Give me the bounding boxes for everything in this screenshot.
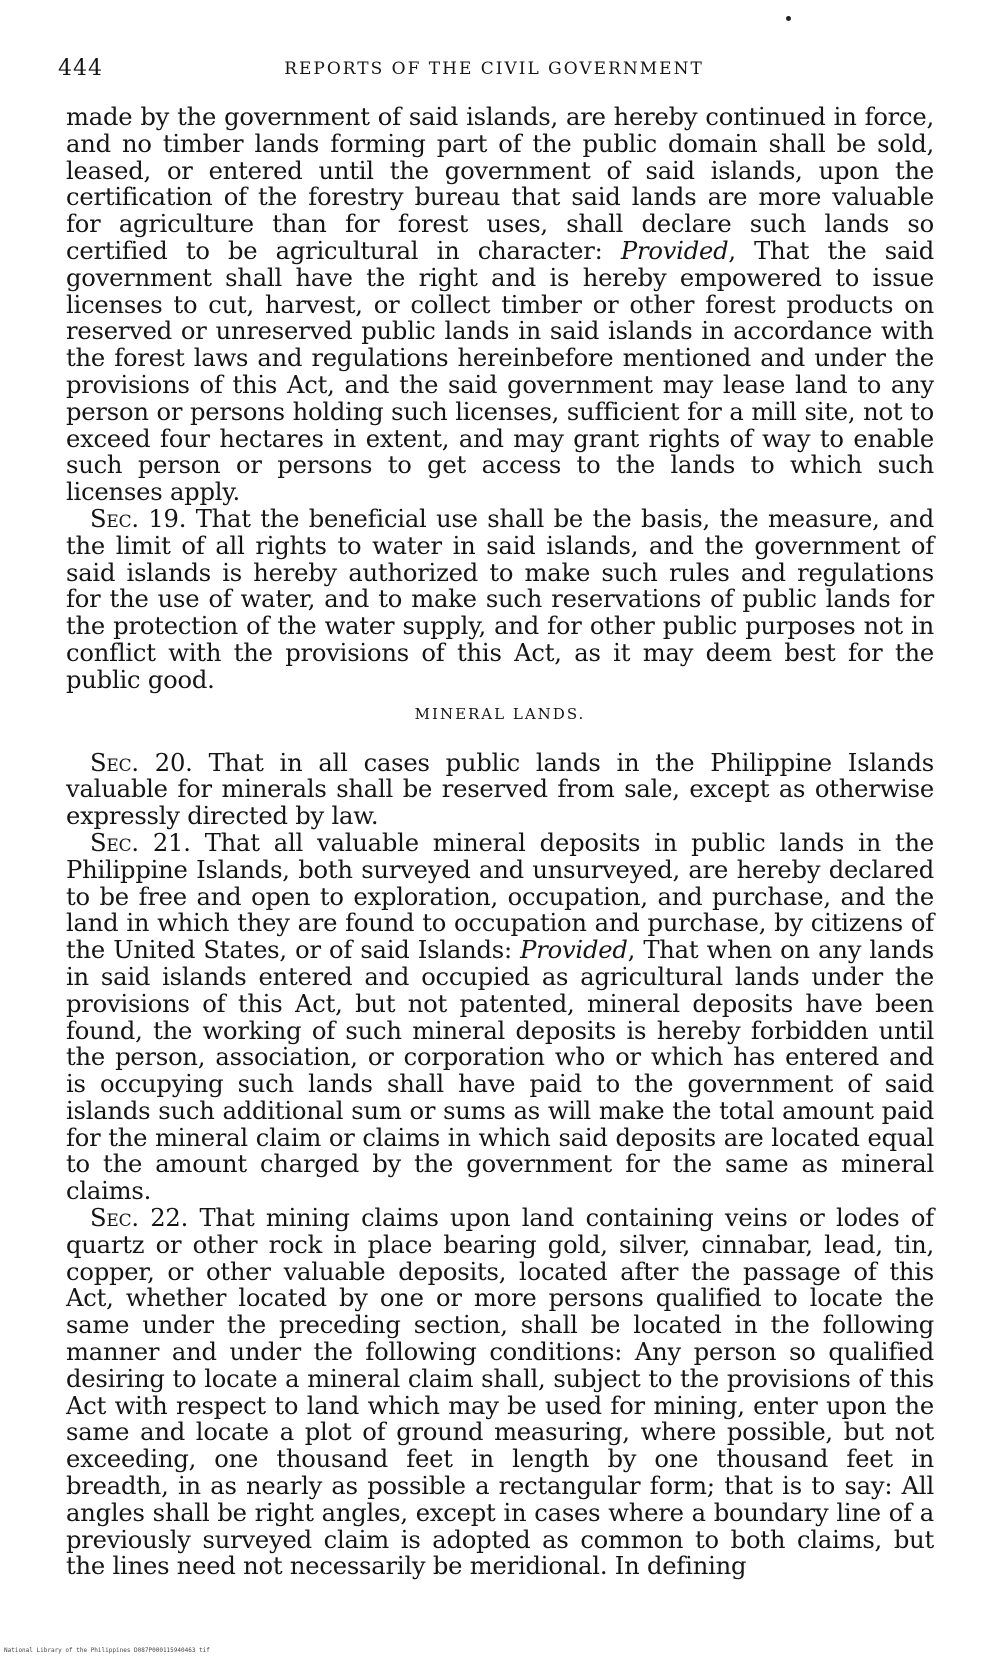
paragraph-text: That all valuable mineral deposits in public lands in the Philippine Islands, both surveyed and unsurveyed, are hereby declared to be free and open to exploration, occupation, and purchase, and the land in which they are found to occupation and purchase, by citizens of the United States, or of said Islands:	[66, 828, 934, 965]
paragraph-sec-21	[66, 830, 934, 1205]
paragraph-continuation	[66, 104, 934, 506]
page-number: 444	[58, 56, 103, 81]
section-label: Sec. 22.	[90, 1204, 189, 1233]
italic-provided: Provided	[620, 236, 729, 265]
ink-speck	[786, 16, 791, 21]
body-text	[66, 104, 934, 1580]
paragraph-sec-20	[66, 750, 934, 830]
paragraph-text-rest: , That when on any lands in said islands entered and occupied as agricultural lands under the provisions of this Act, but not patented, mineral deposits have been found, the working of such mineral deposits is hereby forbidden until the person, association, or corporation who or which has entered and is occupying such lands shall have paid to the government of said islands such additional sum or sums as will make the total amount paid for the mineral claim or claims in which said deposits are located equal to the amount charged by the government for the same as mineral claims.	[66, 936, 934, 1206]
paragraph-text: That in all cases public lands in the Philippine Islands valuable for minerals shall be reserved from sale, except as otherwise expressly directed by law.	[66, 748, 934, 831]
section-label: Sec. 19.	[90, 504, 187, 533]
paragraph-sec-22	[66, 1205, 934, 1580]
paragraph-text: That mining claims upon land containing veins or lodes of quartz or other rock in place bearing gold, silver, cinnabar, lead, tin, copper, or other valuable deposits, located after the passage of this Act, whether located by one or more persons qualified to locate the same under the preceding section, shall be located in the following manner and under the following conditions: Any person so qualified desiring to locate a mineral claim shall, subject to the provisions of this Act with respect to land which may be used for mining, enter upon the same and locate a plot of ground measuring, where possible, but not exceeding, one thousand feet in length by one thousand feet in breadth, in as nearly as possible a rectangular form; that is to say: All angles shall be right angles, except in cases where a boundary line of a previously surveyed claim is adopted as common to both claims, but the lines need not necessarily be meridional. In defining	[66, 1204, 934, 1581]
paragraph-sec-19	[66, 506, 934, 694]
section-label: Sec. 21.	[90, 828, 191, 857]
paragraph-text-rest: , That the said government shall have the right and is hereby empowered to issue licenses to cut, harvest, or collect timber or other forest products on reserved or unreserved public lands in said islands in accordance with the forest laws and regulations hereinbefore mentioned and under the provisions of this Act, and the said government may lease land to any person or persons holding such licenses, sufficient for a mill site, not to exceed four hectares in extent, and may grant rights of way to enable such person or persons to get access to the lands to which such licenses apply.	[66, 236, 934, 507]
italic-provided: Provided	[520, 936, 628, 965]
running-head: REPORTS OF THE CIVIL GOVERNMENT	[284, 59, 704, 79]
scan-footer: National Library of the Philippines D087P000115940463 tif	[4, 1647, 210, 1654]
section-label: Sec. 20.	[90, 748, 193, 777]
section-heading: MINERAL LANDS.	[414, 704, 586, 723]
paragraph-text: That the beneficial use shall be the basis, the measure, and the limit of all rights to water in said islands, and the government of said islands is hereby authorized to make such rules and regulations for the use of water, and to make such reservations of public lands for the protection of the water supply, and for other public purposes not in conflict with the provisions of this Act, as it may deem best for the public good.	[66, 504, 934, 694]
page-header	[58, 56, 930, 90]
paragraph-text: made by the government of said islands, are hereby continued in force, and no timber lands forming part of the public domain shall be sold, leased, or entered until the government of said islands, upon the certification of the forestry bureau that said lands are more valuable for agriculture than for forest uses, shall declare such lands so certified to be agricultural in character:	[66, 103, 934, 265]
